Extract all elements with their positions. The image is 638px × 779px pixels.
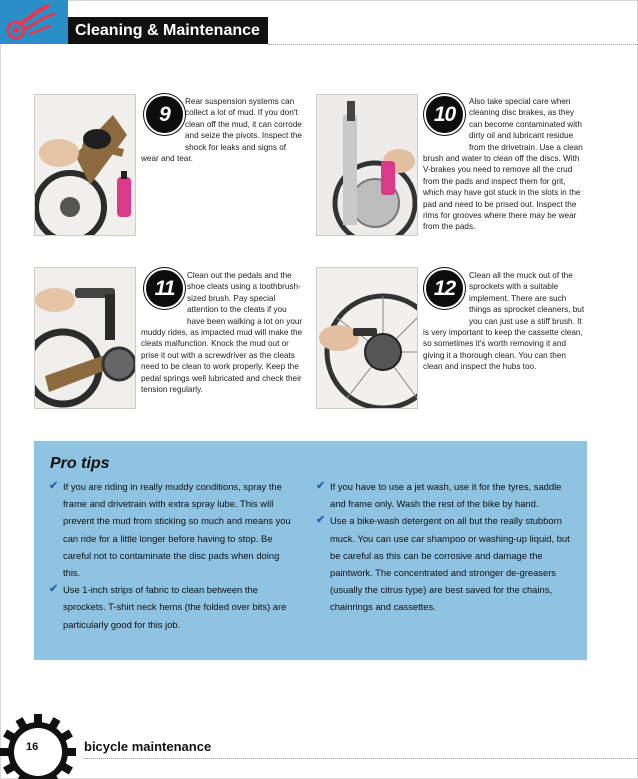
chainring-gear-icon — [0, 708, 80, 779]
section-logo — [0, 0, 68, 44]
pro-tips-right-column — [315, 478, 571, 616]
sprocket-cleaning-photo — [316, 267, 418, 409]
step-number-9: 9 — [144, 94, 185, 135]
step-number-10: 10 — [424, 94, 465, 135]
book-title: bicycle maintenance — [84, 739, 212, 754]
section-title: Cleaning & Maintenance — [68, 17, 268, 44]
step-12-text: Clean all the muck out of the sprockets with a suitable implement. There are such things as sprocket cleaners, but you can just use a stiff brush. It is very important to keep the cassette clean, so sometimes it's worth removing it and giving it a thorough clean. You can then clean and inspect the hubs too. — [423, 271, 585, 372]
step-number-12: 12 — [424, 268, 465, 309]
pro-tips-title: Pro tips — [50, 455, 110, 472]
rear-suspension-photo — [34, 94, 136, 236]
step-11-text: Clean out the pedals and the shoe cleats using a toothbrush-sized brush. Pay special attention to the cleats if you have been walking a lot on your muddy rides, as impacted mud will make the cleats malfunction. Knock the mud out or prise it out with a screwdriver as the cleats need to be clean to work properly. Keep the pedal springs well lubricated and check their tension regularly. — [141, 271, 303, 395]
checkmark-icon: ✔ — [316, 480, 326, 492]
tip-item: ✔ If you have to use a jet wash, use it for the tyres, saddle and frame only. Wash the rest of the bike by hand. — [316, 480, 562, 510]
tip-item: ✔ If you are riding in really muddy conditions, spray the frame and drivetrain with extra spray lube. This will prevent the mud from sticking so much and means you can ride for a little longer before having to stop. Be careful not to contaminate the disc pads when doing this. — [49, 480, 291, 579]
pro-tips-box — [34, 441, 587, 660]
step-9-text: Rear suspension systems can collect a lot of mud. If you don't clean off the mud, it can corrode and seize the pivots. Inspect the shock for leaks and signs of wear and tear. — [141, 97, 302, 164]
checkmark-icon: ✔ — [316, 514, 326, 527]
bike-chain-logo-icon — [0, 0, 68, 44]
step-10-text: Also take special care when cleaning disc brakes, as they can become contaminated with dirty oil and lubricant residue from the drivetrain. Use a clean brush and water to clean off the discs. With V-brakes you need to remove all the crud from the pads and inspect them for grit, which may have got stuck in the slots in the pad and need to be prised out. Inspect the rims for grooves where there may be wear from the pads. — [423, 97, 583, 232]
checkmark-icon: ✔ — [49, 480, 59, 492]
tip-item: ✔ Use 1-inch strips of fabric to clean between the sprockets. T-shirt neck hems (the folded over bits) are particularly good for this job. — [49, 583, 287, 630]
page-number: 16 — [26, 741, 39, 753]
header-divider — [268, 44, 638, 45]
tip-item: ✔ Use a bike-wash detergent on all but the really stubborn muck. You can use car shampoo or washing-up liquid, but be careful as this can be corrosive and damage the paintwork. The concentrated and stronger de-greasers (usually the citrus type) are best saved for the chains, chainrings and cassettes. — [316, 514, 570, 613]
footer-divider — [84, 758, 638, 759]
checkmark-icon: ✔ — [49, 583, 59, 596]
step-number-11: 11 — [144, 268, 185, 309]
pro-tips-left-column — [48, 478, 296, 633]
pedal-cleaning-photo — [34, 267, 136, 409]
disc-brake-photo — [316, 94, 418, 236]
